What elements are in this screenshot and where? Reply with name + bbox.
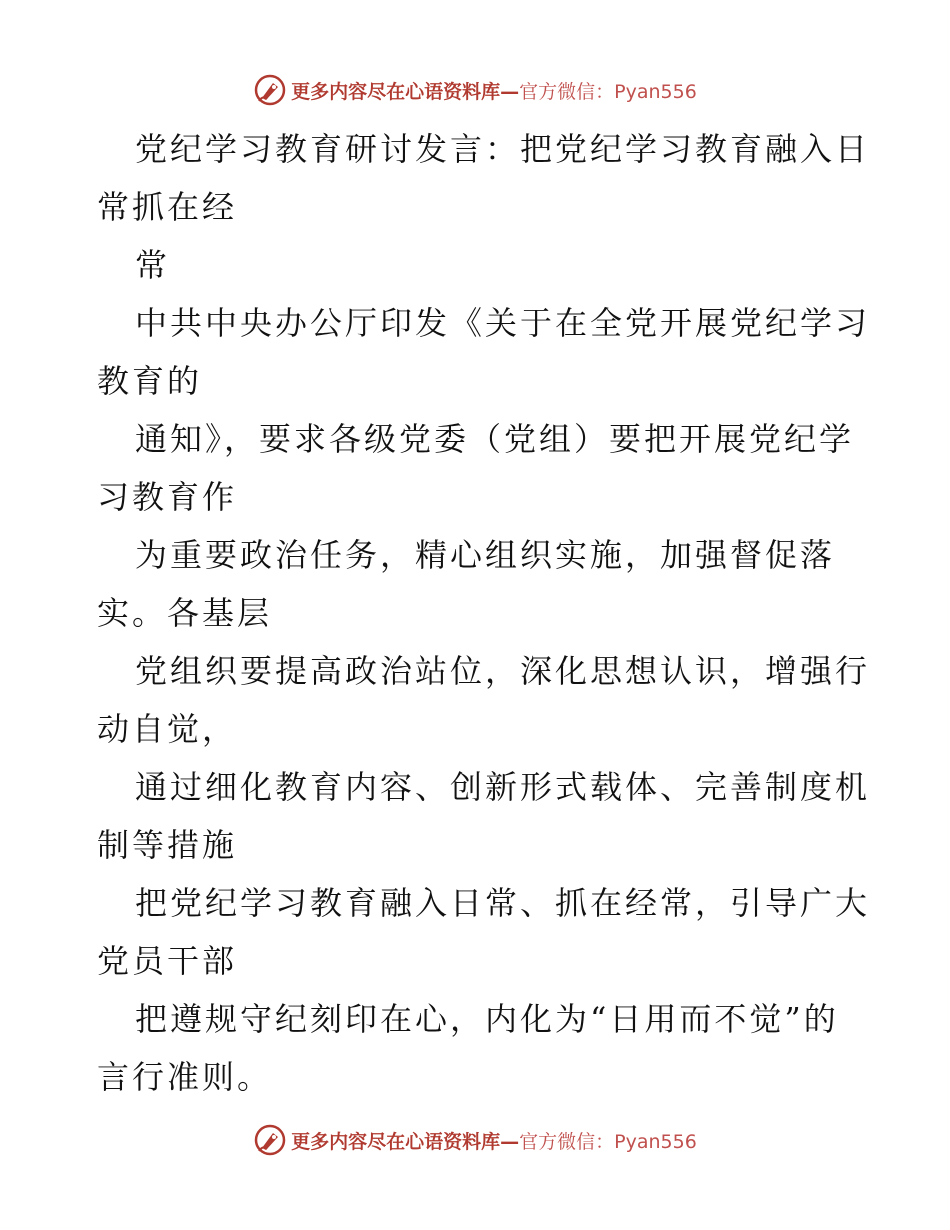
paragraph-line: 言行准则。 (97, 1058, 273, 1096)
header-site-text: 更多内容尽在心语资料库— (291, 80, 520, 103)
paragraph-line: 通知》，要求各级党委（党组）要把开展党纪学 (135, 420, 855, 458)
paragraph-line: 实。各基层 (97, 594, 273, 632)
title-line-1: 党纪学习教育研讨发言：把党纪学习教育融入日 (135, 130, 871, 168)
paragraph-line: 把遵规守纪刻印在心，内化为“日用而不觉”的 (135, 1000, 839, 1038)
header-banner (0, 70, 950, 110)
paragraph-line: 动自觉， (97, 710, 238, 748)
paragraph-line: 教育的 (97, 362, 203, 400)
paragraph-line: 中共中央办公厅印发《关于在全党开展党纪学习 (135, 304, 871, 342)
paragraph-line: 制等措施 (97, 826, 238, 864)
header-wechat-text: 官方微信：Pyan556 (519, 80, 697, 103)
footer-wechat-text: 官方微信：Pyan556 (519, 1130, 697, 1153)
footer-banner-text (291, 1127, 697, 1154)
paragraph-line: 为重要政治任务，精心组织实施，加强督促落 (135, 536, 836, 574)
header-banner-text (291, 77, 697, 104)
paragraph-line: 通过细化教育内容、创新形式载体、完善制度机 (135, 768, 871, 806)
paragraph-line: 党组织要提高政治站位，深化思想认识，增强行 (135, 652, 871, 690)
footer-banner (0, 1120, 950, 1160)
title-line-3: 常 (135, 246, 171, 284)
paragraph-line: 党员干部 (97, 942, 238, 980)
document-body (97, 120, 871, 1106)
pen-nib-logo-icon (253, 1123, 287, 1157)
title-line-2: 常抓在经 (97, 188, 238, 226)
footer-site-text: 更多内容尽在心语资料库— (291, 1130, 520, 1153)
pen-nib-logo-icon (253, 73, 287, 107)
paragraph-line: 把党纪学习教育融入日常、抓在经常，引导广大 (135, 884, 871, 922)
paragraph-line: 习教育作 (97, 478, 238, 516)
